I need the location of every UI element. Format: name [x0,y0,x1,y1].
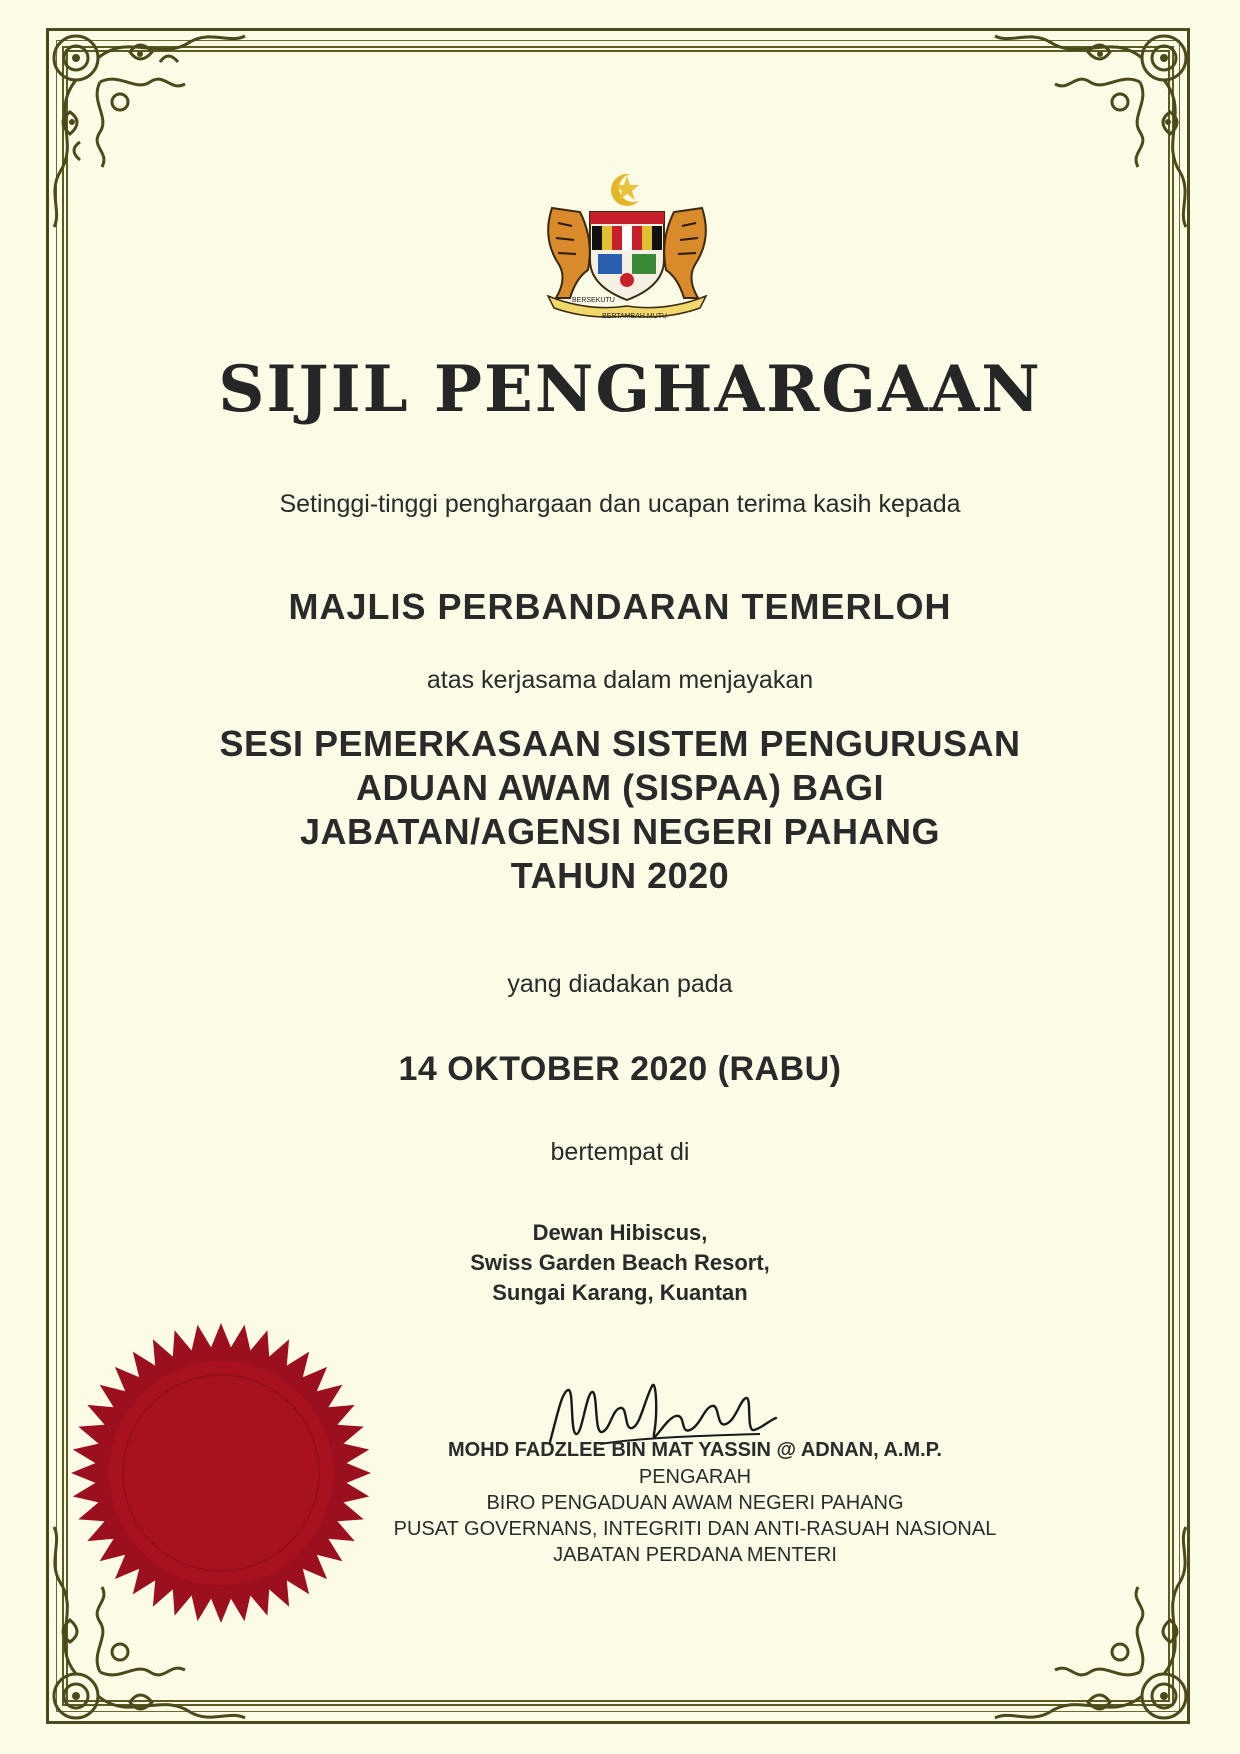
signatory-org-line: BIRO PENGADUAN AWAM NEGERI PAHANG [486,1492,904,1514]
venue-address [0,1218,1240,1308]
venue-line: Dewan Hibiscus, [532,1220,708,1245]
crest-motto-center: BERTAMBAH MUTU [602,313,668,320]
certificate-title: SIJIL PENGHARGAAN [218,352,1042,427]
coat-of-arms-icon [532,168,722,328]
event-date: 14 OKTOBER 2020 (RABU) [398,1050,842,1088]
signatory-name: MOHD FADZLEE BIN MAT YASSIN @ ADNAN, A.M.P. [448,1439,942,1461]
purpose-intro: atas kerjasama dalam menjayakan [426,666,814,694]
signatory-org-line: JABATAN PERDANA MENTERI [553,1544,837,1566]
held-intro: yang diadakan pada [507,970,733,998]
event-title-line: JABATAN/AGENSI NEGERI PAHANG [299,811,941,852]
event-title-line: ADUAN AWAM (SISPAA) BAGI [356,767,884,808]
signatory-block [330,1436,1060,1568]
signatory-org-line: PUSAT GOVERNANS, INTEGRITI DAN ANTI-RASUAH NASIONAL [393,1518,997,1540]
corner-ornament-icon [990,22,1200,232]
venue-line: Swiss Garden Beach Resort, [470,1250,770,1275]
event-title [0,722,1240,898]
venue-intro: bertempat di [550,1138,690,1166]
corner-ornament-icon [40,22,250,232]
event-title-line: SESI PEMERKASAAN SISTEM PENGURUSAN [219,723,1021,764]
event-title-line: TAHUN 2020 [510,855,730,896]
signatory-position: PENGARAH [638,1466,752,1488]
recipient-name: MAJLIS PERBANDARAN TEMERLOH [288,586,952,627]
venue-line: Sungai Karang, Kuantan [492,1280,748,1305]
crest-motto-left: BERSEKUTU [572,297,615,304]
certificate-subtitle: Setinggi-tinggi penghargaan dan ucapan terima kasih kepada [279,490,961,518]
